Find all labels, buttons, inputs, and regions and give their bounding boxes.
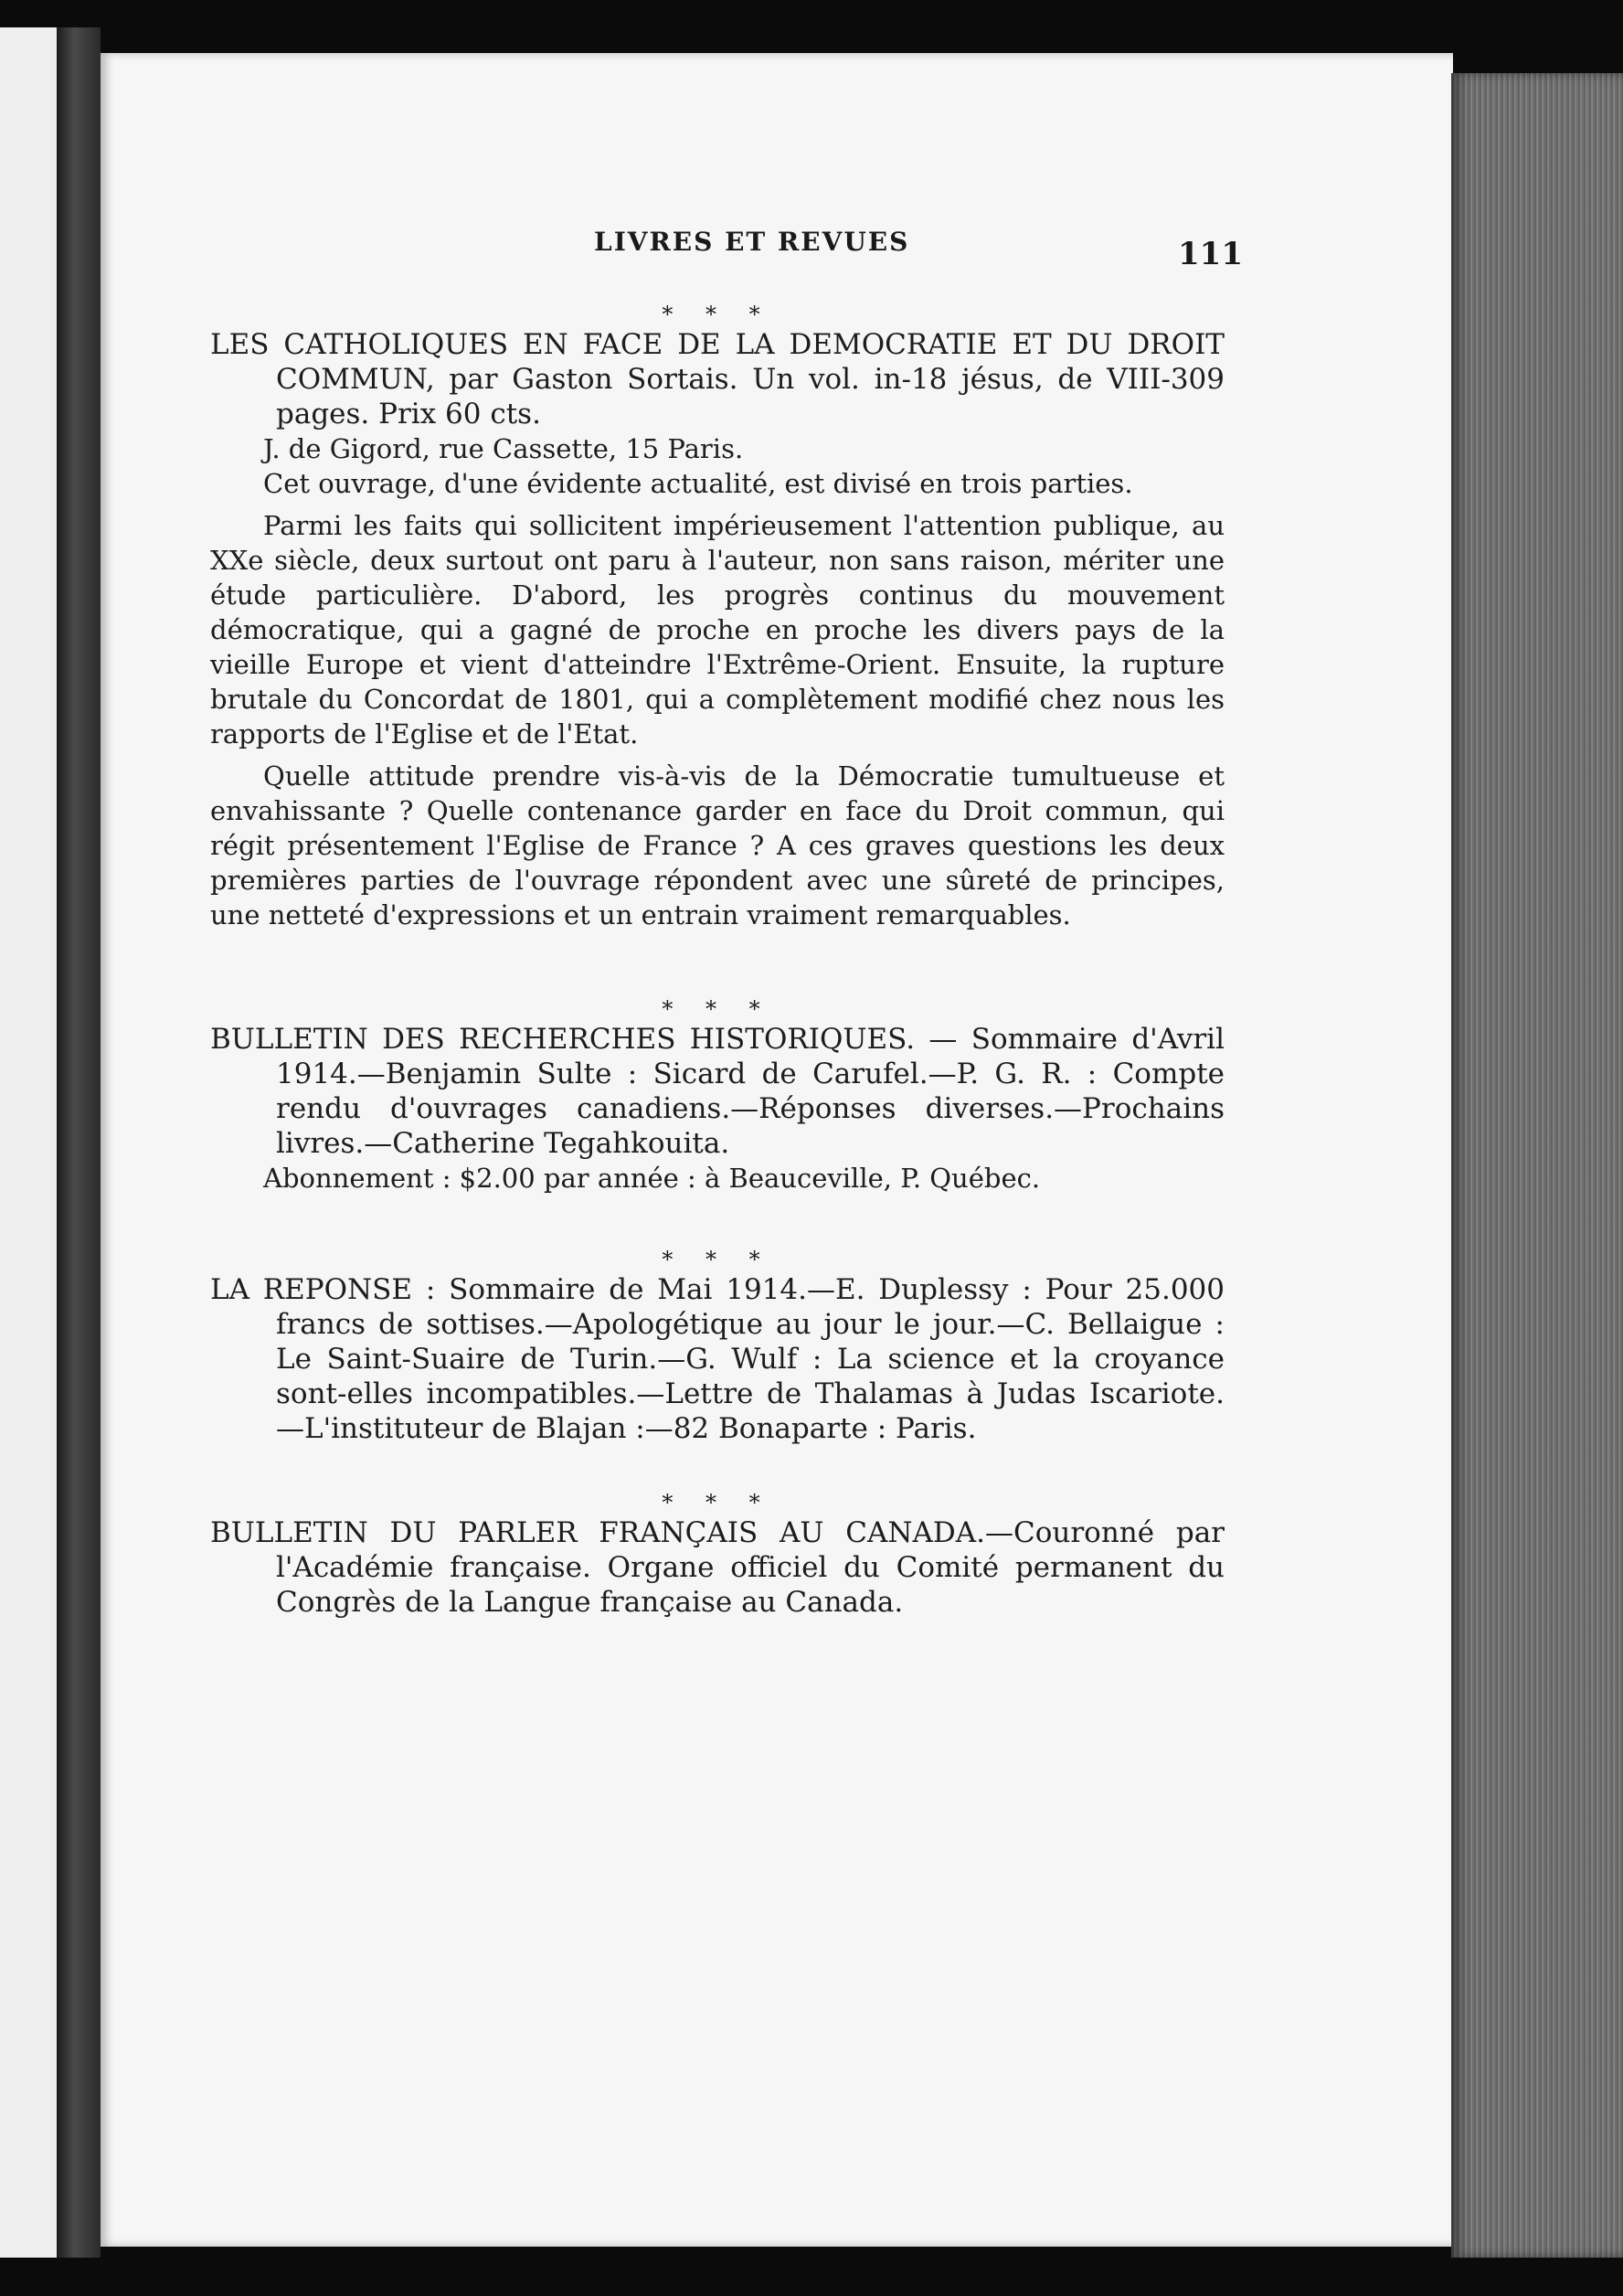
entry-paragraph: Abonnement : $2.00 par année : à Beauceville, P. Québec. — [263, 1163, 1041, 1194]
book-fore-edge — [1451, 73, 1623, 2258]
section-separator: * * * — [662, 302, 773, 327]
page-number: 111 — [1178, 236, 1243, 272]
entry-paragraph: Cet ouvrage, d'une évidente actualité, est divisé en trois parties. — [263, 468, 1133, 499]
running-title: LIVRES ET REVUES — [594, 227, 910, 257]
page-content — [210, 174, 1225, 1620]
entry-paragraph: J. de Gigord, rue Cassette, 15 Paris. — [263, 433, 744, 464]
entry-heading: LA REPONSE : Sommaire de Mai 1914.—E. Duplessy : Pour 25.000 francs de sottises.—Apologétique au jour le jour.—C. Bellaigue : Le Saint-Suaire de Turin.—G. Wulf : La science et la croyance sont-elles incompatibles.—Lettre de Thalamas à Judas Iscariote.—L'instituteur de Blajan :—82 Bonaparte : Paris. — [210, 1273, 1225, 1445]
entry-heading: BULLETIN DU PARLER FRANÇAIS AU CANADA.—Couronné par l'Académie française. Organe officiel du Comité permanent du Congrès de la Langue française au Canada. — [210, 1516, 1225, 1619]
entry-paragraph: Parmi les faits qui sollicitent impérieusement l'attention publique, au XXe siècle, deux surtout ont paru à l'auteur, non sans raison, mériter une étude particulière. D'abord, les progrès continus du mouvement démocratique, qui a gagné de proche en proche les divers pays de la vieille Europe et vient d'atteindre l'Extrême-Orient. Ensuite, la rupture brutale du Concordat de 1801, qui a complètement modifié chez nous les rapports de l'Eglise et de l'Etat. — [210, 510, 1225, 749]
section-separator: * * * — [662, 996, 773, 1022]
facing-page-edge — [0, 27, 57, 2258]
entry-bulletin-parler — [210, 1515, 1225, 1620]
section-separator: * * * — [662, 1490, 773, 1515]
entry-catholiques — [210, 327, 1225, 932]
entry-bulletin-recherches — [210, 1022, 1225, 1196]
entry-paragraph: Quelle attitude prendre vis-à-vis de la Démocratie tumultueuse et envahissante ? Quelle contenance garder en face du Droit commun, qui régit présentement l'Eglise de France ? A ces graves questions les deux premières parties de l'ouvrage répondent avec une sûreté de principes, une netteté d'expressions et un entrain vraiment remarquables. — [210, 760, 1225, 930]
section-separator: * * * — [662, 1247, 773, 1272]
book-gutter — [57, 27, 101, 2258]
entry-heading: LES CATHOLIQUES EN FACE DE LA DEMOCRATIE ET DU DROIT COMMUN, par Gaston Sortais. Un vol. in-18 jésus, de VIII-309 pages. Prix 60 cts. — [210, 328, 1225, 430]
entry-heading: BULLETIN DES RECHERCHES HISTORIQUES. — Sommaire d'Avril 1914.—Benjamin Sulte : Sicard de Carufel.—P. G. R. : Compte rendu d'ouvrages canadiens.—Réponses diverses.—Prochains livres.—Catherine Tegahkouita. — [210, 1023, 1225, 1160]
entry-la-reponse — [210, 1272, 1225, 1446]
